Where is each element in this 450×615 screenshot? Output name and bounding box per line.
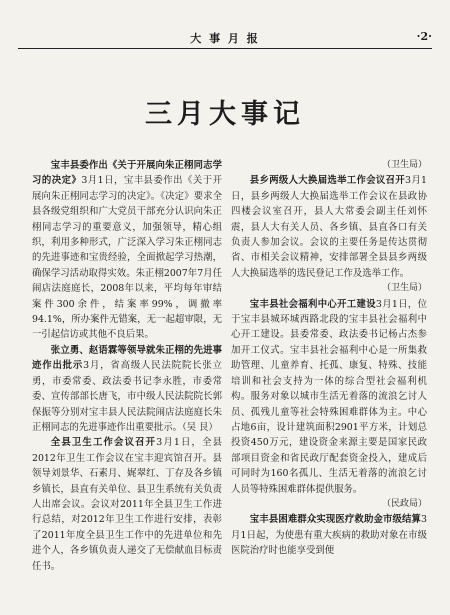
- article-heading: 张立勇、赵语霖等领导就朱正栩的先进事迹作出批示: [32, 344, 222, 372]
- article: [231, 297, 427, 497]
- article-heading: 宝丰县困难群众实现医疗救助金市级结算: [249, 514, 422, 526]
- article-source: （吴 艮）: [182, 421, 218, 433]
- article-source: （卫生局）: [381, 283, 427, 294]
- article-body: 3月1日起，为使患有重大疾病的救助对象在市级医院治疗时也能享受到便: [231, 514, 427, 557]
- article: [32, 343, 222, 435]
- article-heading: 宝丰县社会福利中心开工建设: [249, 298, 376, 310]
- left-column: [32, 158, 222, 608]
- article-body: 3月1日，位于宝丰县城环城西路北段的宝丰县社会福利中心开工建设。县委常委、政法委书记杨占杰参加开工仪式。宝丰县社会福利中心是一所集救助管理、儿童养育、托孤、康复、特殊、技能培训和社会支持为一体的综合型社会福利机构。服务对象以城市生活无着落的流浪乞讨人员、孤残儿童等社会特殊困难群体为主。中心占地6亩，设计建筑面积2901平方米，计划总投资450万元，建设资金来源主要是国家民政部项目资金和省民政厅配套资金投入，建成后可同时为160名孤儿、生活无着落的流浪乞讨人员等特殊困难群体提供服务。: [231, 298, 427, 495]
- article-source: （民政局）: [381, 498, 427, 509]
- right-column: [231, 158, 427, 608]
- running-header: [18, 28, 432, 49]
- article-body: 3月1日，县乡两级人大换届选举工作会议在县政协四楼会议室召开，县人大常委会副主任刘怀震，县人大有关人员、各乡镇、县直各口有关负责人参加会议。会议的主要任务是传达贯彻省、市相关会议精神，安排部署全县县乡两级人大换届选举的选民登记工作及选举工作。: [231, 175, 427, 279]
- article-heading: 全县卫生工作会议召开: [50, 437, 157, 449]
- article-heading: 宝丰县委作出《关于开展向朱正栩同志学习的决定》: [32, 160, 222, 187]
- article-heading: 县乡两级人大换届选举工作会议召开: [249, 175, 406, 187]
- article-source: （卫生局）: [381, 160, 427, 170]
- article: [231, 512, 427, 558]
- article: [231, 173, 427, 281]
- journal-name: 大 事 月 报: [190, 32, 260, 45]
- article: [32, 158, 222, 343]
- article-body: 3月1日，宝丰县委作出《关于开展向朱正栩同志学习的决定》。《决定》要求全县各级党组织和广大党员干部充分认识向朱正栩同志学习的重要意义，加强领导，精心组织，利用多种形式，广泛深入学习朱正栩同志的先进事迹和宝贵经验，全面掀起学习热潮，确保学习活动取得实效。朱正栩2007年7月任闹店法庭庭长，2008年以来，平均每年审结案件300余件，结案率99%，调撤率94.1%，所办案件无错案，无一起超审限，无一引起信访或其他不良后果。: [32, 175, 222, 341]
- page-number: ·2·: [416, 30, 432, 43]
- article: [32, 435, 222, 574]
- article-body: 3月1日，全县2012年卫生工作会议在宝丰迎宾馆召开。县领导刘景华、石素月、娓翠红、丁存及各乡镇乡镇长，县直有关单位、县卫生系统有关负责人出席会议。会议对2011年全县卫生工作进行总结，对2012年卫生工作进行安排，表彰了2011年度全县卫生工作中的先进单位和先进个人，各乡镇负责人递交了无偿献血目标责任书。: [32, 437, 222, 572]
- page-title: 三月大事记: [145, 99, 305, 130]
- article-body: 3月，省高级人民法院院长张立勇，市委常委、政法委书记李永胜，市委常委、宣传部部长唐飞，市中级人民法院院长郭保振等分别对宝丰县人民法院闹店法庭庭长朱正栩同志的先进事迹作出重要批示。: [32, 360, 222, 433]
